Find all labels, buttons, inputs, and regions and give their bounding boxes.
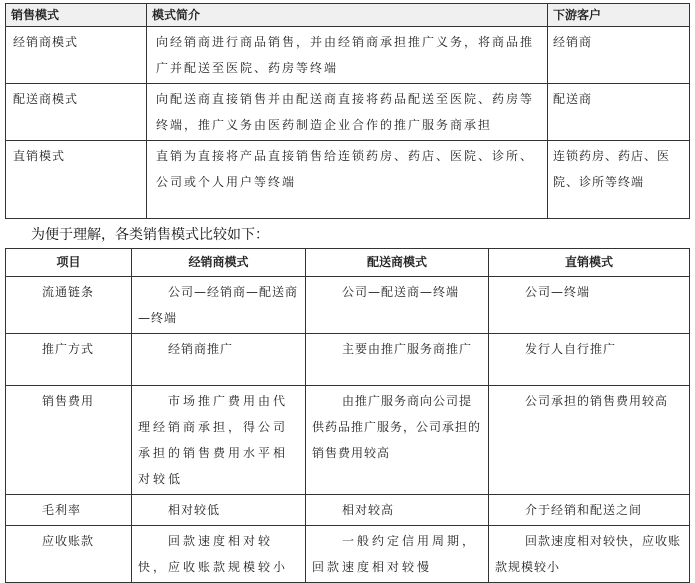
table-row bbox=[6, 84, 690, 141]
distributor-cell: 经销商推广 bbox=[132, 334, 306, 386]
table-header-row bbox=[6, 249, 690, 277]
delivery-cell: 公司—配送商—终端 bbox=[306, 277, 489, 334]
direct-cell: 公司—终端 bbox=[489, 277, 690, 334]
table-header-row bbox=[6, 4, 690, 27]
table-row bbox=[6, 27, 690, 84]
header-mode-desc: 模式简介 bbox=[147, 4, 548, 27]
item-cell: 毛利率 bbox=[6, 495, 132, 526]
table-row bbox=[6, 141, 690, 219]
mode-cell: 直销模式 bbox=[6, 141, 147, 219]
sales-mode-table bbox=[5, 3, 690, 219]
delivery-cell: 相对较高 bbox=[306, 495, 489, 526]
comparison-caption: 为便于理解，各类销售模式比较如下： bbox=[31, 227, 269, 243]
customer-cell: 经销商 bbox=[548, 27, 690, 84]
customer-cell: 连锁药房、药店、医院、诊所等终端 bbox=[548, 141, 690, 219]
mode-comparison-table bbox=[5, 248, 690, 583]
header-downstream: 下游客户 bbox=[548, 4, 690, 27]
mode-cell: 配送商模式 bbox=[6, 84, 147, 141]
distributor-cell: 市场推广费用由代理经销商承担，得公司承担的销售费用水平相对较低 bbox=[132, 386, 306, 495]
customer-cell: 配送商 bbox=[548, 84, 690, 141]
delivery-cell: 主要由推广服务商推广 bbox=[306, 334, 489, 386]
item-cell: 销售费用 bbox=[6, 386, 132, 495]
table-row bbox=[6, 334, 690, 386]
header-delivery: 配送商模式 bbox=[306, 249, 489, 277]
delivery-cell: 由推广服务商向公司提供药品推广服务，公司承担的销售费用较高 bbox=[306, 386, 489, 495]
direct-cell: 介于经销和配送之间 bbox=[489, 495, 690, 526]
table-row bbox=[6, 386, 690, 495]
distributor-cell: 回款速度相对较快，应收账款规模较小 bbox=[132, 526, 306, 583]
header-sales-mode: 销售模式 bbox=[6, 4, 147, 27]
desc-cell: 向配送商直接销售并由配送商直接将药品配送至医院、药房等终端，推广义务由医药制造企业合作的推广服务商承担 bbox=[147, 84, 548, 141]
item-cell: 应收账款 bbox=[6, 526, 132, 583]
item-cell: 推广方式 bbox=[6, 334, 132, 386]
direct-cell: 发行人自行推广 bbox=[489, 334, 690, 386]
header-direct: 直销模式 bbox=[489, 249, 690, 277]
direct-cell: 回款速度相对较快，应收账款规模较小 bbox=[489, 526, 690, 583]
mode-cell: 经销商模式 bbox=[6, 27, 147, 84]
header-item: 项目 bbox=[6, 249, 132, 277]
table-row bbox=[6, 495, 690, 526]
distributor-cell: 公司—经销商—配送商—终端 bbox=[132, 277, 306, 334]
table-row bbox=[6, 277, 690, 334]
item-cell: 流通链条 bbox=[6, 277, 132, 334]
direct-cell: 公司承担的销售费用较高 bbox=[489, 386, 690, 495]
desc-cell: 直销为直接将产品直接销售给连锁药房、药店、医院、诊所、公司或个人用户等终端 bbox=[147, 141, 548, 219]
header-distributor: 经销商模式 bbox=[132, 249, 306, 277]
desc-cell: 向经销商进行商品销售，并由经销商承担推广义务，将商品推广并配送至医院、药房等终端 bbox=[147, 27, 548, 84]
distributor-cell: 相对较低 bbox=[132, 495, 306, 526]
delivery-cell: 一般约定信用周期，回款速度相对较慢 bbox=[306, 526, 489, 583]
